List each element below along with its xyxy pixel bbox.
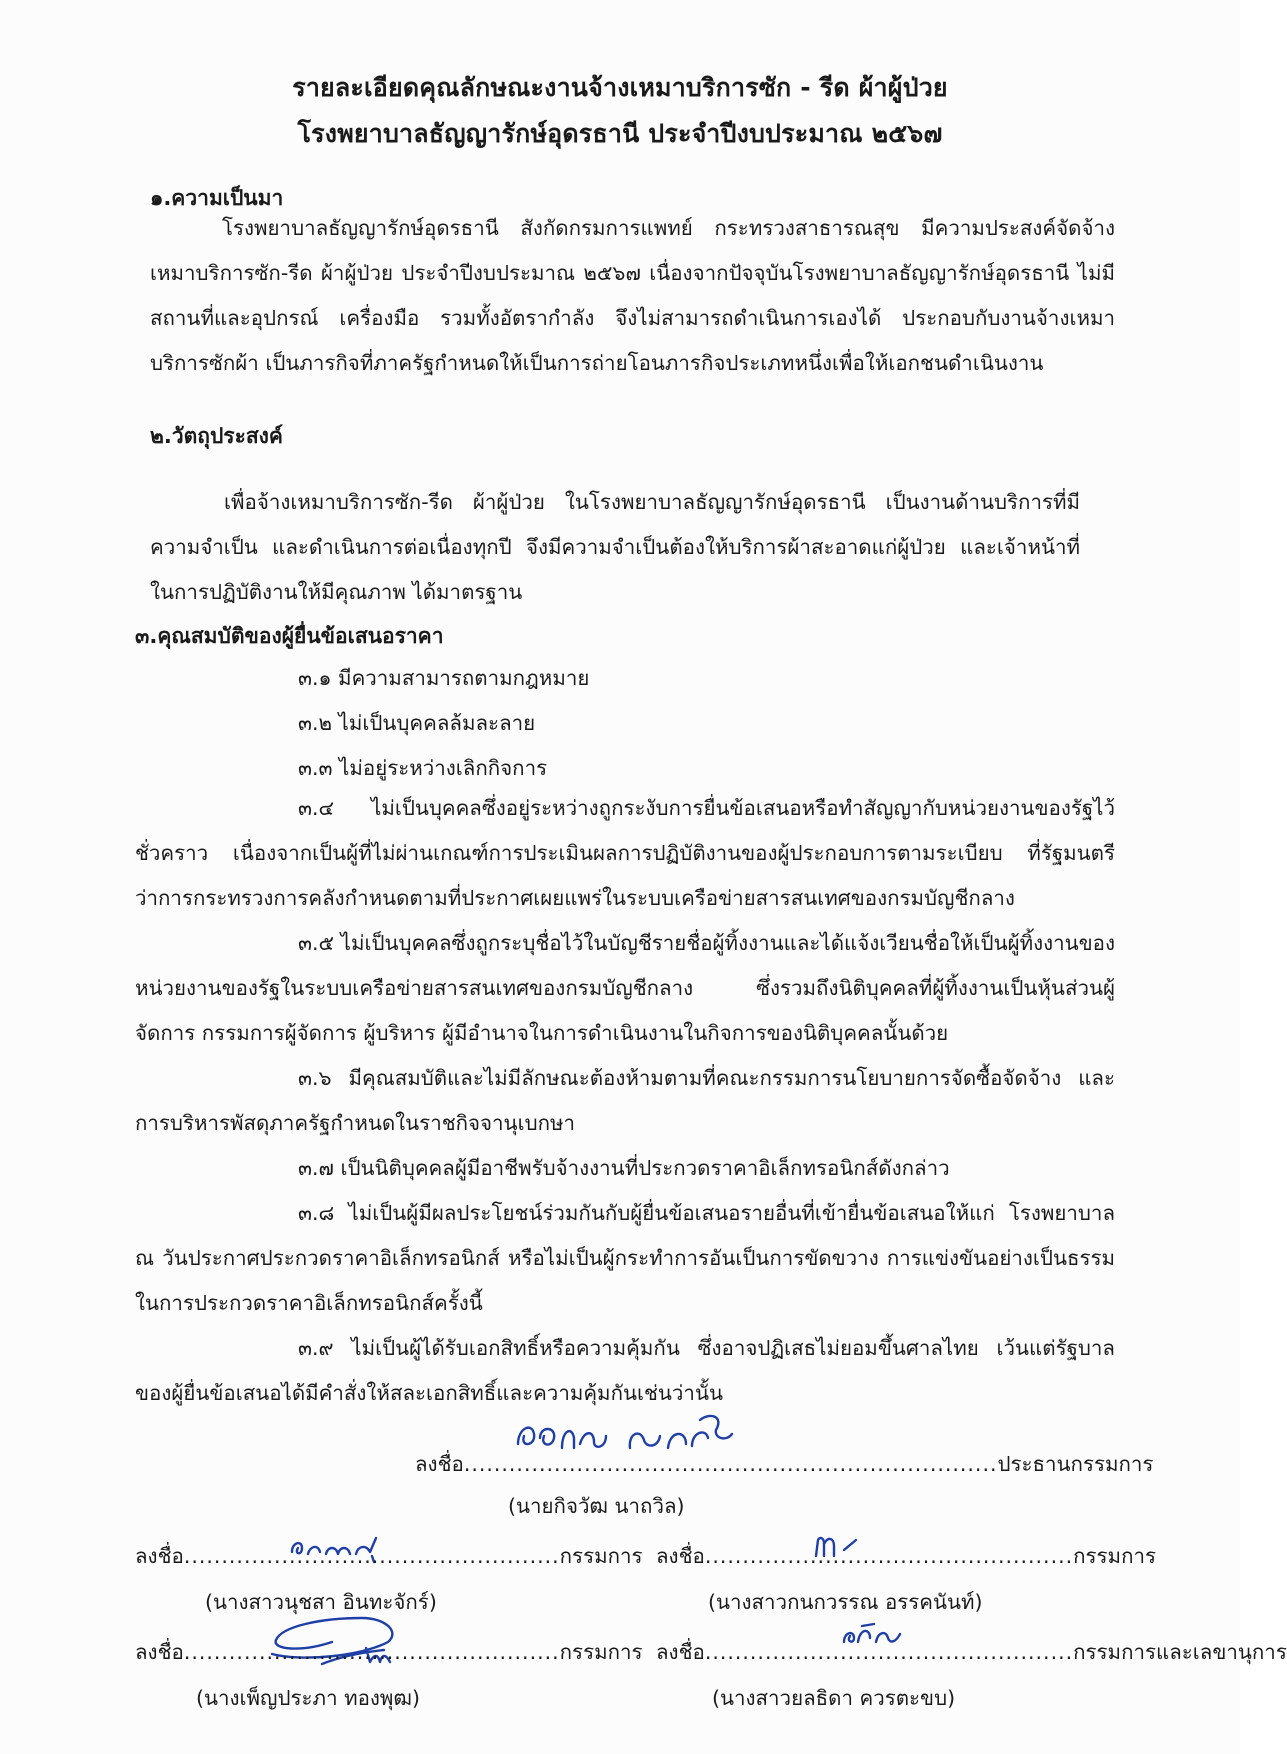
chair-name: (นายกิจวัฒ นาถวิล) <box>508 1494 685 1518</box>
section3-item: ๓.๕ ไม่เป็นบุคคลซึ่งถูกระบุชื่อไว้ในบัญชีรายชื่อผู้ทิ้งงานและได้แจ้งเวียนชื่อให้เป็นผู้ทิ้งงานของหน่วยงานของรัฐในระบบเครือข่ายสารสนเทศของกรมบัญชีกลาง ซึ่งรวมถึงนิติบุคคลที่ผู้ทิ้งงานเป็นหุ้นส่วนผู้จัดการ กรรมการผู้จัดการ ผู้บริหาร ผู้มีอำนาจในการดำเนินงานในกิจการของนิติบุคคลนั้นด้วย <box>135 931 1115 1045</box>
sign-label: ลงชื่อ <box>135 1640 184 1664</box>
chair-signature-line: ลงชื่อ.......................................................................ประธานกรรมการ <box>415 1452 1154 1476</box>
member3-name: (นางเพ็ญประภา ทองพุฒ) <box>196 1686 420 1710</box>
chair-role: ประธานกรรมการ <box>997 1452 1154 1476</box>
member3-role: กรรมการ <box>559 1640 643 1664</box>
document-title-line1: รายละเอียดคุณลักษณะงานจ้างเหมาบริการซัก - รีด ผ้าผู้ป่วย <box>292 73 948 102</box>
section3-item: ๓.๓ ไม่อยู่ระหว่างเลิกกิจการ <box>298 756 548 780</box>
sign-label: ลงชื่อ <box>135 1544 184 1568</box>
member1-role: กรรมการ <box>559 1544 643 1568</box>
document-title-line2: โรงพยาบาลธัญญารักษ์อุดรธานี ประจำปีงบประมาณ ๒๕๖๗ <box>297 119 943 148</box>
member1-signature-line: ลงชื่อ..................................................กรรมการ <box>135 1544 643 1568</box>
section3-heading: ๓.คุณสมบัติของผู้ยื่นข้อเสนอราคา <box>135 624 444 648</box>
section2-body: เพื่อจ้างเหมาบริการซัก-รีด ผ้าผู้ป่วย ในโรงพยาบาลธัญญารักษ์อุดรธานี เป็นงานด้านบริการที่มีความจำเป็น และดำเนินการต่อเนื่องทุกปี จึงมีความจำเป็นต้องให้บริการผ้าสะอาดแก่ผู้ป่วย และเจ้าหน้าที่ในการปฏิบัติงานให้มีคุณภาพ ได้มาตรฐาน <box>150 490 1080 604</box>
section1-heading: ๑.ความเป็นมา <box>150 186 284 210</box>
section3-item: ๓.๗ เป็นนิติบุคคลผู้มีอาชีพรับจ้างงานที่ประกวดราคาอิเล็กทรอนิกส์ดังกล่าว <box>298 1156 950 1180</box>
member2-role: กรรมการ <box>1073 1544 1157 1568</box>
section3-item: ๓.๒ ไม่เป็นบุคคลล้มละลาย <box>298 711 536 735</box>
section3-long-items <box>135 786 1115 1416</box>
member2-name: (นางสาวกนกวรรณ อรรคนันท์) <box>708 1590 983 1614</box>
secretary-name: (นางสาวยลธิดา ควรตะขบ) <box>712 1686 956 1710</box>
member1-name: (นางสาวนุชสา อินทะจักร์) <box>205 1590 437 1614</box>
sign-label: ลงชื่อ <box>656 1640 705 1664</box>
section2-heading: ๒.วัตถุประสงค์ <box>150 424 283 448</box>
section2-body-block <box>150 480 1080 615</box>
member2-signature-line: ลงชื่อ.................................................กรรมการ <box>656 1544 1157 1568</box>
sign-label: ลงชื่อ <box>415 1452 464 1476</box>
section3-item: ๓.๖ มีคุณสมบัติและไม่มีลักษณะต้องห้ามตามที่คณะกรรมการนโยบายการจัดซื้อจัดจ้าง และการบริหารพัสดุภาครัฐกำหนดในราชกิจจานุเบกษา <box>135 1066 1115 1135</box>
secretary-signature-line: ลงชื่อ.................................................กรรมการและเลขานุการ <box>656 1640 1287 1664</box>
section1-body-block <box>150 206 1115 386</box>
section1-body: โรงพยาบาลธัญญารักษ์อุดรธานี สังกัดกรมการแพทย์ กระทรวงสาธารณสุข มีความประสงค์จัดจ้างเหมาบริการซัก-รีด ผ้าผู้ป่วย ประจำปีงบประมาณ ๒๕๖๗ เนื่องจากปัจจุบันโรงพยาบาลธัญญารักษ์อุดรธานี ไม่มีสถานที่และอุปกรณ์ เครื่องมือ รวมทั้งอัตรากำลัง จึงไม่สามารถดำเนินการเองได้ ประกอบกับงานจ้างเหมาบริการซักผ้า เป็นภารกิจที่ภาครัฐกำหนดให้เป็นการถ่ายโอนภารกิจประเภทหนึ่งเพื่อให้เอกชนดำเนินงาน <box>150 216 1115 375</box>
secretary-role: กรรมการและเลขานุการ <box>1073 1640 1287 1664</box>
section3-item: ๓.๑ มีความสามารถตามกฎหมาย <box>298 666 590 690</box>
section3-item: ๓.๘ ไม่เป็นผู้มีผลประโยชน์ร่วมกันกับผู้ยื่นข้อเสนอรายอื่นที่เข้ายื่นข้อเสนอให้แก่ โรงพยาบาล ณ วันประกาศประกวดราคาอิเล็กทรอนิกส์ หรือไม่เป็นผู้กระทำการอันเป็นการขัดขวาง การแข่งขันอย่างเป็นธรรม ในการประกวดราคาอิเล็กทรอนิกส์ครั้งนี้ <box>135 1201 1115 1315</box>
section3-item: ๓.๙ ไม่เป็นผู้ได้รับเอกสิทธิ์หรือความคุ้มกัน ซึ่งอาจปฏิเสธไม่ยอมขึ้นศาลไทย เว้นแต่รัฐบาลของผู้ยื่นข้อเสนอได้มีคำสั่งให้สละเอกสิทธิ์และความคุ้มกันเช่นว่านั้น <box>135 1336 1115 1405</box>
member3-signature-line: ลงชื่อ..................................................กรรมการ <box>135 1640 643 1664</box>
section3-item: ๓.๔ ไม่เป็นบุคคลซึ่งอยู่ระหว่างถูกระงับการยื่นข้อเสนอหรือทำสัญญากับหน่วยงานของรัฐไว้ชั่วคราว เนื่องจากเป็นผู้ที่ไม่ผ่านเกณฑ์การประเมินผลการปฏิบัติงานของผู้ประกอบการตามระเบียบ ที่รัฐมนตรีว่าการกระทรวงการคลังกำหนดตามที่ประกาศเผยแพร่ในระบบเครือข่ายสารสนเทศของกรมบัญชีกลาง <box>135 796 1115 910</box>
sign-label: ลงชื่อ <box>656 1544 705 1568</box>
